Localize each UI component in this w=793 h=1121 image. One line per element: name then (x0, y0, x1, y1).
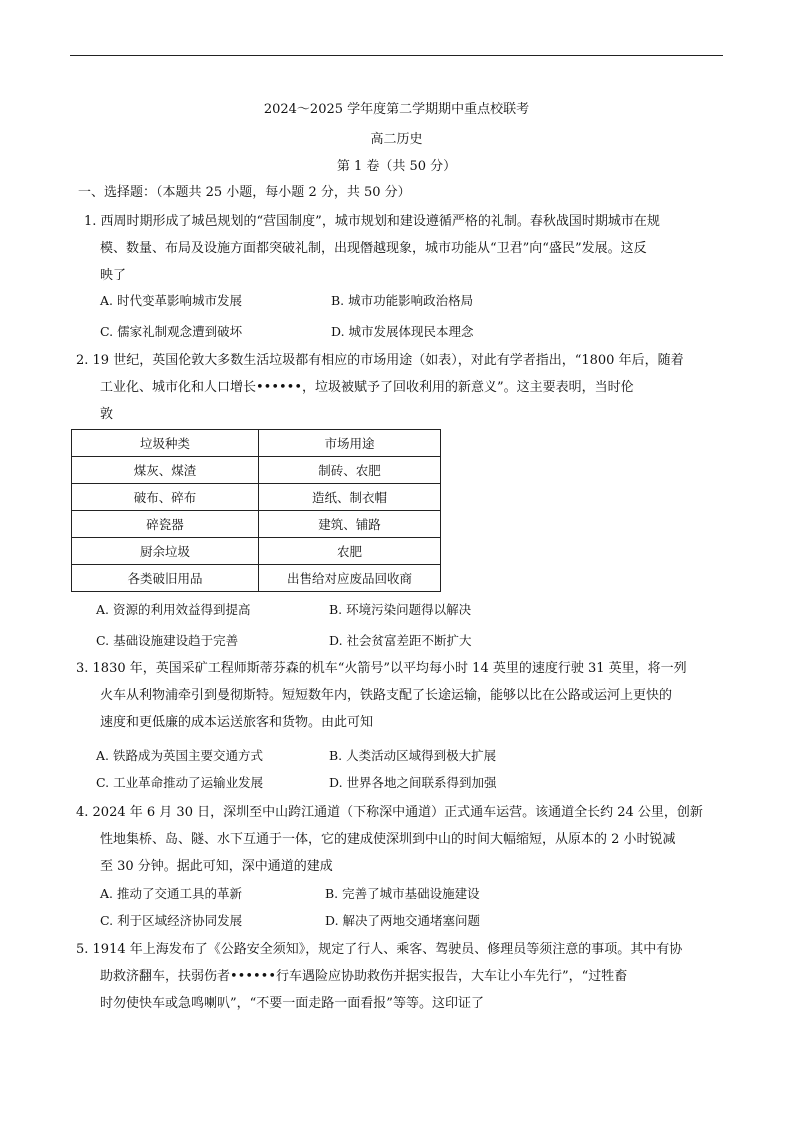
q1-line-2: 模、数量、布局及设施方面都突破礼制，出现僭越现象，城市功能从“卫君”向“盛民”发展。这反 (100, 241, 647, 256)
q5-line-1: 5. 1914 年上海发布了《公路安全须知》，规定了行人、乘客、驾驶员、修理员等须注意的事项。其中有协 (76, 942, 683, 957)
table-row (72, 484, 441, 511)
exam-title: 2024～2025 学年度第二学期期中重点校联考 (263, 102, 530, 117)
table-row (72, 538, 441, 565)
q4-option-d: D. 解决了两地交通堵塞问题 (325, 913, 481, 928)
q3-option-a: A. 铁路成为英国主要交通方式 (96, 748, 263, 763)
table-cell: 农肥 (259, 538, 441, 565)
subject-title: 高二历史 (370, 132, 423, 147)
q1-option-d: D. 城市发展体现民本理念 (331, 324, 474, 339)
table-row (72, 565, 441, 592)
table-cell: 煤灰、煤渣 (72, 457, 259, 484)
q2-line-1: 2. 19 世纪，英国伦敦大多数生活垃圾都有相应的市场用途（如表），对此有学者指出，“1800 年后，随着 (76, 353, 684, 368)
q4-option-b: B. 完善了城市基础设施建设 (325, 886, 480, 901)
table-row (72, 511, 441, 538)
q2-line-2: 工业化、城市化和人口增长••••••，垃圾被赋予了回收利用的新意义”。这主要表明，当时伦 (100, 380, 634, 395)
q1-line-3: 映了 (100, 268, 127, 283)
table-cell: 碎瓷器 (72, 511, 259, 538)
table-cell: 出售给对应废品回收商 (259, 565, 441, 592)
table-header-row (72, 430, 441, 457)
q5-line-2: 助救济翻车，扶弱伤者••••••行车遇险应协助救伤并据实报告，大车让小车先行”，“过牲畜 (100, 969, 628, 984)
q3-line-1: 3. 1830 年，英国采矿工程师斯蒂芬森的机车“火箭号”以平均每小时 14 英里的速度行驶 31 英里，将一列 (76, 661, 687, 676)
q4-line-3: 至 30 分钟。据此可知，深中通道的建成 (100, 859, 333, 874)
top-rule (70, 55, 723, 56)
q3-line-2: 火车从利物浦牵引到曼彻斯特。短短数年内，铁路支配了长途运输，能够以比在公路或运河上更快的 (100, 688, 673, 703)
q3-option-b: B. 人类活动区域得到极大扩展 (329, 748, 497, 763)
volume-title: 第 1 卷（共 50 分） (336, 159, 457, 174)
q4-option-c: C. 利于区域经济协同发展 (100, 913, 243, 928)
table-header-cell: 垃圾种类 (72, 430, 259, 457)
table-cell: 建筑、铺路 (259, 511, 441, 538)
table-cell: 造纸、制衣帽 (259, 484, 441, 511)
q2-option-d: D. 社会贫富差距不断扩大 (329, 633, 472, 648)
section-heading: 一、选择题：（本题共 25 小题，每小题 2 分，共 50 分） (78, 185, 411, 200)
table-cell: 制砖、农肥 (259, 457, 441, 484)
q4-line-2: 性地集桥、岛、隧、水下互通于一体，它的建成使深圳到中山的时间大幅缩短，从原本的 2 小时锐减 (100, 832, 676, 847)
q5-line-3: 时勿使快车或急鸣喇叭”，“不要一面走路一面看报”等等。这印证了 (100, 996, 484, 1011)
table-cell: 破布、碎布 (72, 484, 259, 511)
q3-option-d: D. 世界各地之间联系得到加强 (329, 775, 497, 790)
q1-option-a: A. 时代变革影响城市发展 (100, 293, 242, 308)
q1-line-1: 1. 西周时期形成了城邑规划的“营国制度”，城市规划和建设遵循严格的礼制。春秋战国时期城市在规 (84, 214, 660, 229)
table-row (72, 457, 441, 484)
garbage-usage-table (71, 429, 441, 592)
q2-option-c: C. 基础设施建设趋于完善 (96, 633, 239, 648)
table-cell: 各类破旧用品 (72, 565, 259, 592)
q4-option-a: A. 推动了交通工具的革新 (100, 886, 242, 901)
q1-option-b: B. 城市功能影响政治格局 (331, 293, 474, 308)
table-cell: 厨余垃圾 (72, 538, 259, 565)
q4-line-1: 4. 2024 年 6 月 30 日，深圳至中山跨江通道（下称深中通道）正式通车运营。该通道全长约 24 公里，创新 (76, 805, 703, 820)
q2-line-3: 敦 (100, 407, 114, 422)
q3-option-c: C. 工业革命推动了运输业发展 (96, 775, 264, 790)
q2-option-a: A. 资源的利用效益得到提高 (96, 602, 251, 617)
q3-line-3: 速度和更低廉的成本运送旅客和货物。由此可知 (100, 715, 374, 730)
q2-option-b: B. 环境污染问题得以解决 (329, 602, 472, 617)
table-header-cell: 市场用途 (259, 430, 441, 457)
q1-option-c: C. 儒家礼制观念遭到破坏 (100, 324, 243, 339)
